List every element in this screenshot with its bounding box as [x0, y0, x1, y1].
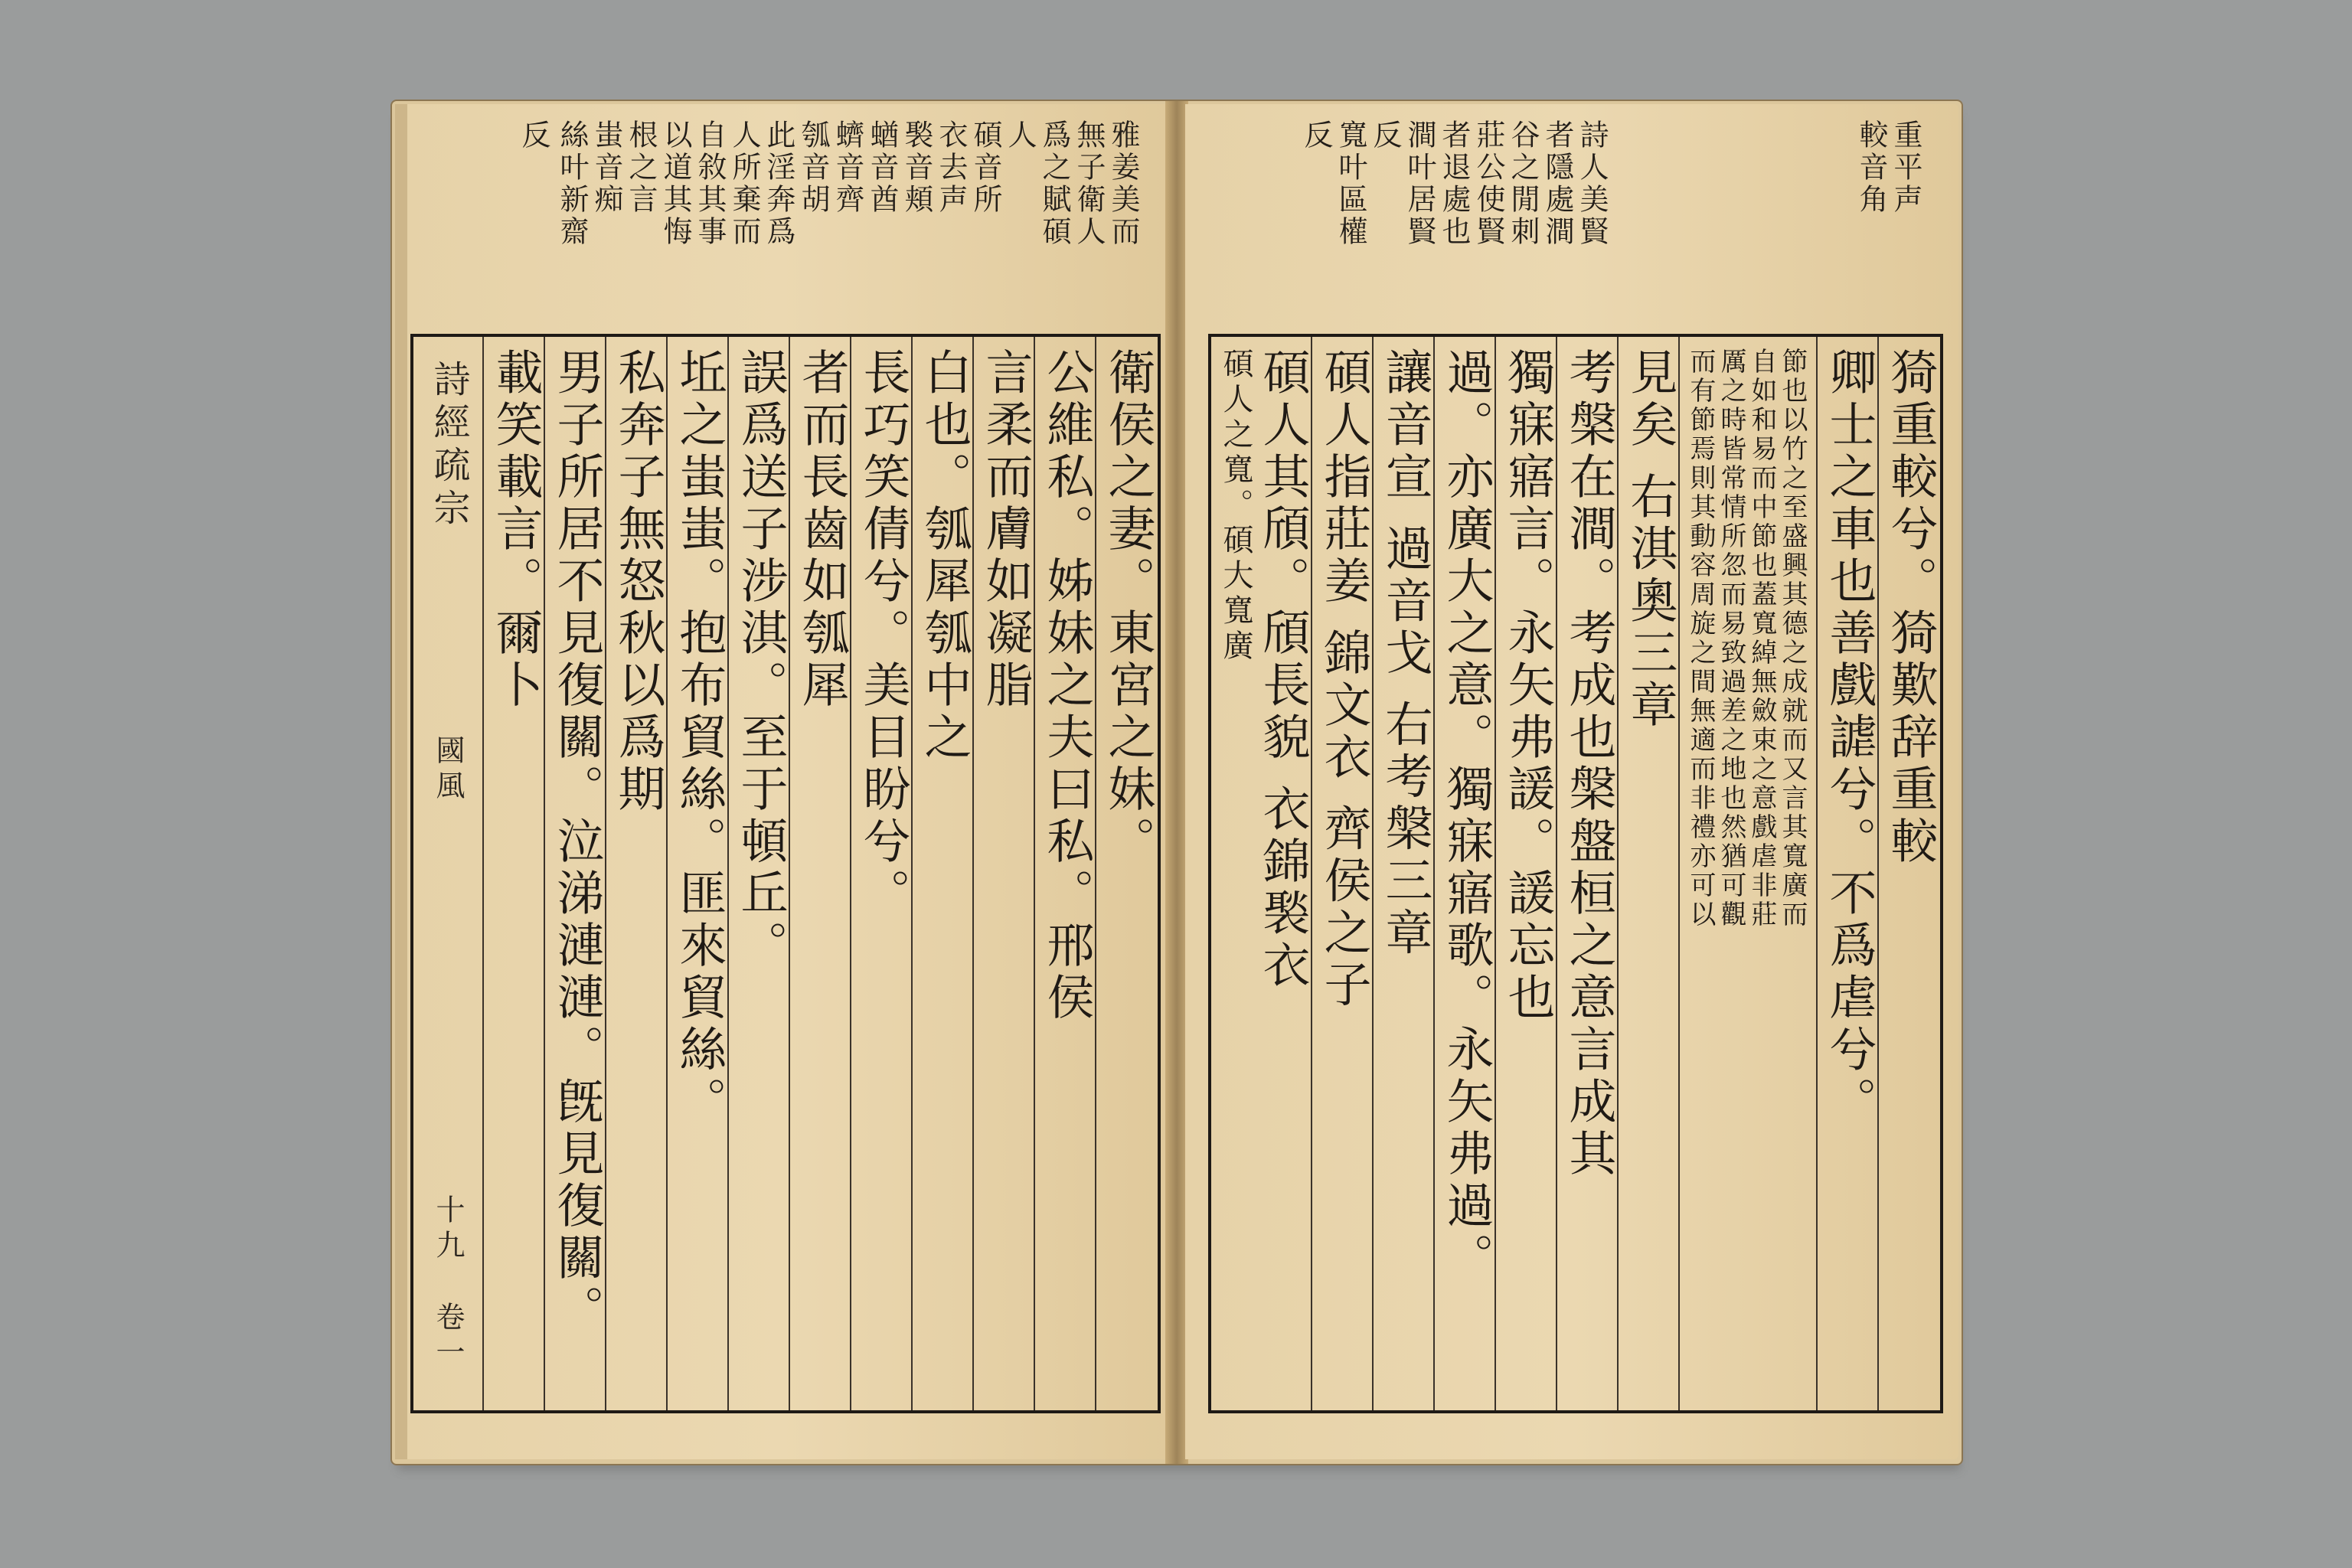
column-rule: [1617, 337, 1619, 1410]
text-column: 白也。瓠犀瓠中之: [916, 348, 972, 764]
column-rule: [482, 337, 484, 1410]
column-rule: [727, 337, 729, 1410]
column-rule: [1433, 337, 1435, 1410]
headnote: 蠐音齊: [831, 119, 864, 216]
text-column: 碩人指莊姜 錦文衣 齊侯之子: [1316, 348, 1372, 1012]
column-rule: [789, 337, 790, 1410]
column-rule: [1494, 337, 1496, 1410]
text-column: 言柔而膚如凝脂: [978, 348, 1034, 712]
text-column: 衛侯之妻。東宮之妹。: [1100, 348, 1156, 868]
text-column: 獨寐寤言。永矢弗諼。諼忘也: [1500, 348, 1556, 1024]
column-rule: [1678, 337, 1680, 1410]
margin-page-number: 十九: [431, 1194, 465, 1265]
headnote: 爲之賦碩: [1037, 119, 1071, 248]
text-column: 男子所居不見復關。泣涕漣漣。旣見復關。: [549, 348, 605, 1337]
text-column: 碩人其頎。頎長貌 衣錦褧衣: [1255, 348, 1311, 992]
headnote: 雅姜美而: [1106, 119, 1140, 248]
text-column: 載笑載言。爾卜: [488, 348, 544, 712]
headnote: 者退處也: [1437, 119, 1471, 248]
headnote: 寬叶區權: [1334, 119, 1367, 248]
margin-title: 詩經疏宗: [427, 360, 470, 531]
headnote: 谷之閒刺: [1506, 119, 1540, 248]
left-headnotes: [410, 112, 1161, 341]
headnote: 蝤音酋: [865, 119, 899, 216]
headnote: 詩人美賢: [1575, 119, 1609, 248]
text-column: 坵之蚩蚩。抱布貿絲。匪來貿絲。: [671, 348, 727, 1129]
column-rule: [1311, 337, 1312, 1410]
column-rule: [1556, 337, 1557, 1410]
headnote: 以道其悔: [658, 119, 692, 248]
headnote: 較音角: [1854, 119, 1888, 216]
headnote: 人: [1003, 119, 1037, 152]
headnote: 瓠音胡: [796, 119, 830, 216]
text-column: 見矣 右淇奧三章: [1622, 348, 1678, 732]
headnote: 褧音頬: [900, 119, 933, 216]
text-column: 公維私。姊妹之夫曰私。邢侯: [1039, 348, 1095, 1024]
text-column: 節也以竹之至盛興其德之成就而又言其寬廣而: [1777, 348, 1808, 929]
column-rule: [1095, 337, 1096, 1410]
text-column: 厲之時皆常情所忽而易致過差之地也然猶可觀: [1716, 348, 1746, 929]
column-rule: [850, 337, 851, 1410]
margin-volume: 卷一: [431, 1302, 465, 1372]
column-rule: [972, 337, 974, 1410]
left-page: [395, 104, 1168, 1459]
column-rule: [911, 337, 913, 1410]
column-rule: [1372, 337, 1374, 1410]
headnote: 根之言: [624, 119, 658, 216]
headnote: 蚩音痴: [590, 119, 623, 216]
headnote: 人所棄而: [727, 119, 761, 248]
text-column: 者而長齒如瓠犀: [794, 348, 850, 712]
headnote: 絲叶新齋: [555, 119, 589, 248]
column-rule: [1816, 337, 1818, 1410]
text-column: 私奔子無怒秋以爲期: [610, 348, 666, 816]
headnote: 反: [1299, 119, 1333, 152]
right-page: [1185, 104, 1958, 1459]
text-column: 考槃在澗。考成也槃盤桓之意言成其: [1561, 348, 1617, 1181]
text-column: 碩人之寬。碩大寬廣: [1218, 348, 1253, 665]
headnote: 反: [517, 119, 550, 152]
headnote: 澗叶居賢: [1403, 119, 1436, 248]
headnote: 重平声: [1889, 119, 1922, 216]
headnote: 自敘其事: [693, 119, 727, 248]
text-column: 誤爲送子涉淇。至于頓丘。: [733, 348, 789, 972]
headnote: 者隱處澗: [1540, 119, 1574, 248]
headnote: 碩音所: [969, 119, 1002, 216]
text-column: 卿士之車也善戲謔兮。不爲虐兮。: [1821, 348, 1877, 1129]
right-text-frame: [1208, 334, 1943, 1413]
right-headnotes: [1208, 112, 1943, 341]
headnote: 莊公使賢: [1472, 119, 1505, 248]
margin-section: 國風: [431, 735, 465, 805]
headnote: 反: [1368, 119, 1402, 152]
headnote: 無子衛人: [1072, 119, 1106, 248]
open-book: [390, 100, 1963, 1465]
column-rule: [605, 337, 606, 1410]
left-text-frame: [410, 334, 1161, 1413]
page-edge: [395, 104, 407, 1459]
text-column: 過。亦廣大之意。獨寐寤歌。永矢弗過。: [1439, 348, 1494, 1285]
column-rule: [544, 337, 545, 1410]
text-column: 而有節焉則其動容周旋之間無適而非禮亦可以: [1685, 348, 1716, 929]
text-column: 自如和易而中節也蓋寬綽無斂束之意戲虐非莊: [1746, 348, 1777, 929]
headnote: 衣去声: [934, 119, 968, 216]
text-column: 讓音宣 過音戈 右考槃三章: [1377, 348, 1433, 960]
headnote: 此淫奔爲: [762, 119, 795, 248]
column-rule: [666, 337, 668, 1410]
text-column: 長巧笑倩兮。美目盼兮。: [855, 348, 911, 920]
column-rule: [1034, 337, 1035, 1410]
text-column: 猗重較兮。猗歎辞重較: [1883, 348, 1939, 868]
column-rule: [1877, 337, 1879, 1410]
